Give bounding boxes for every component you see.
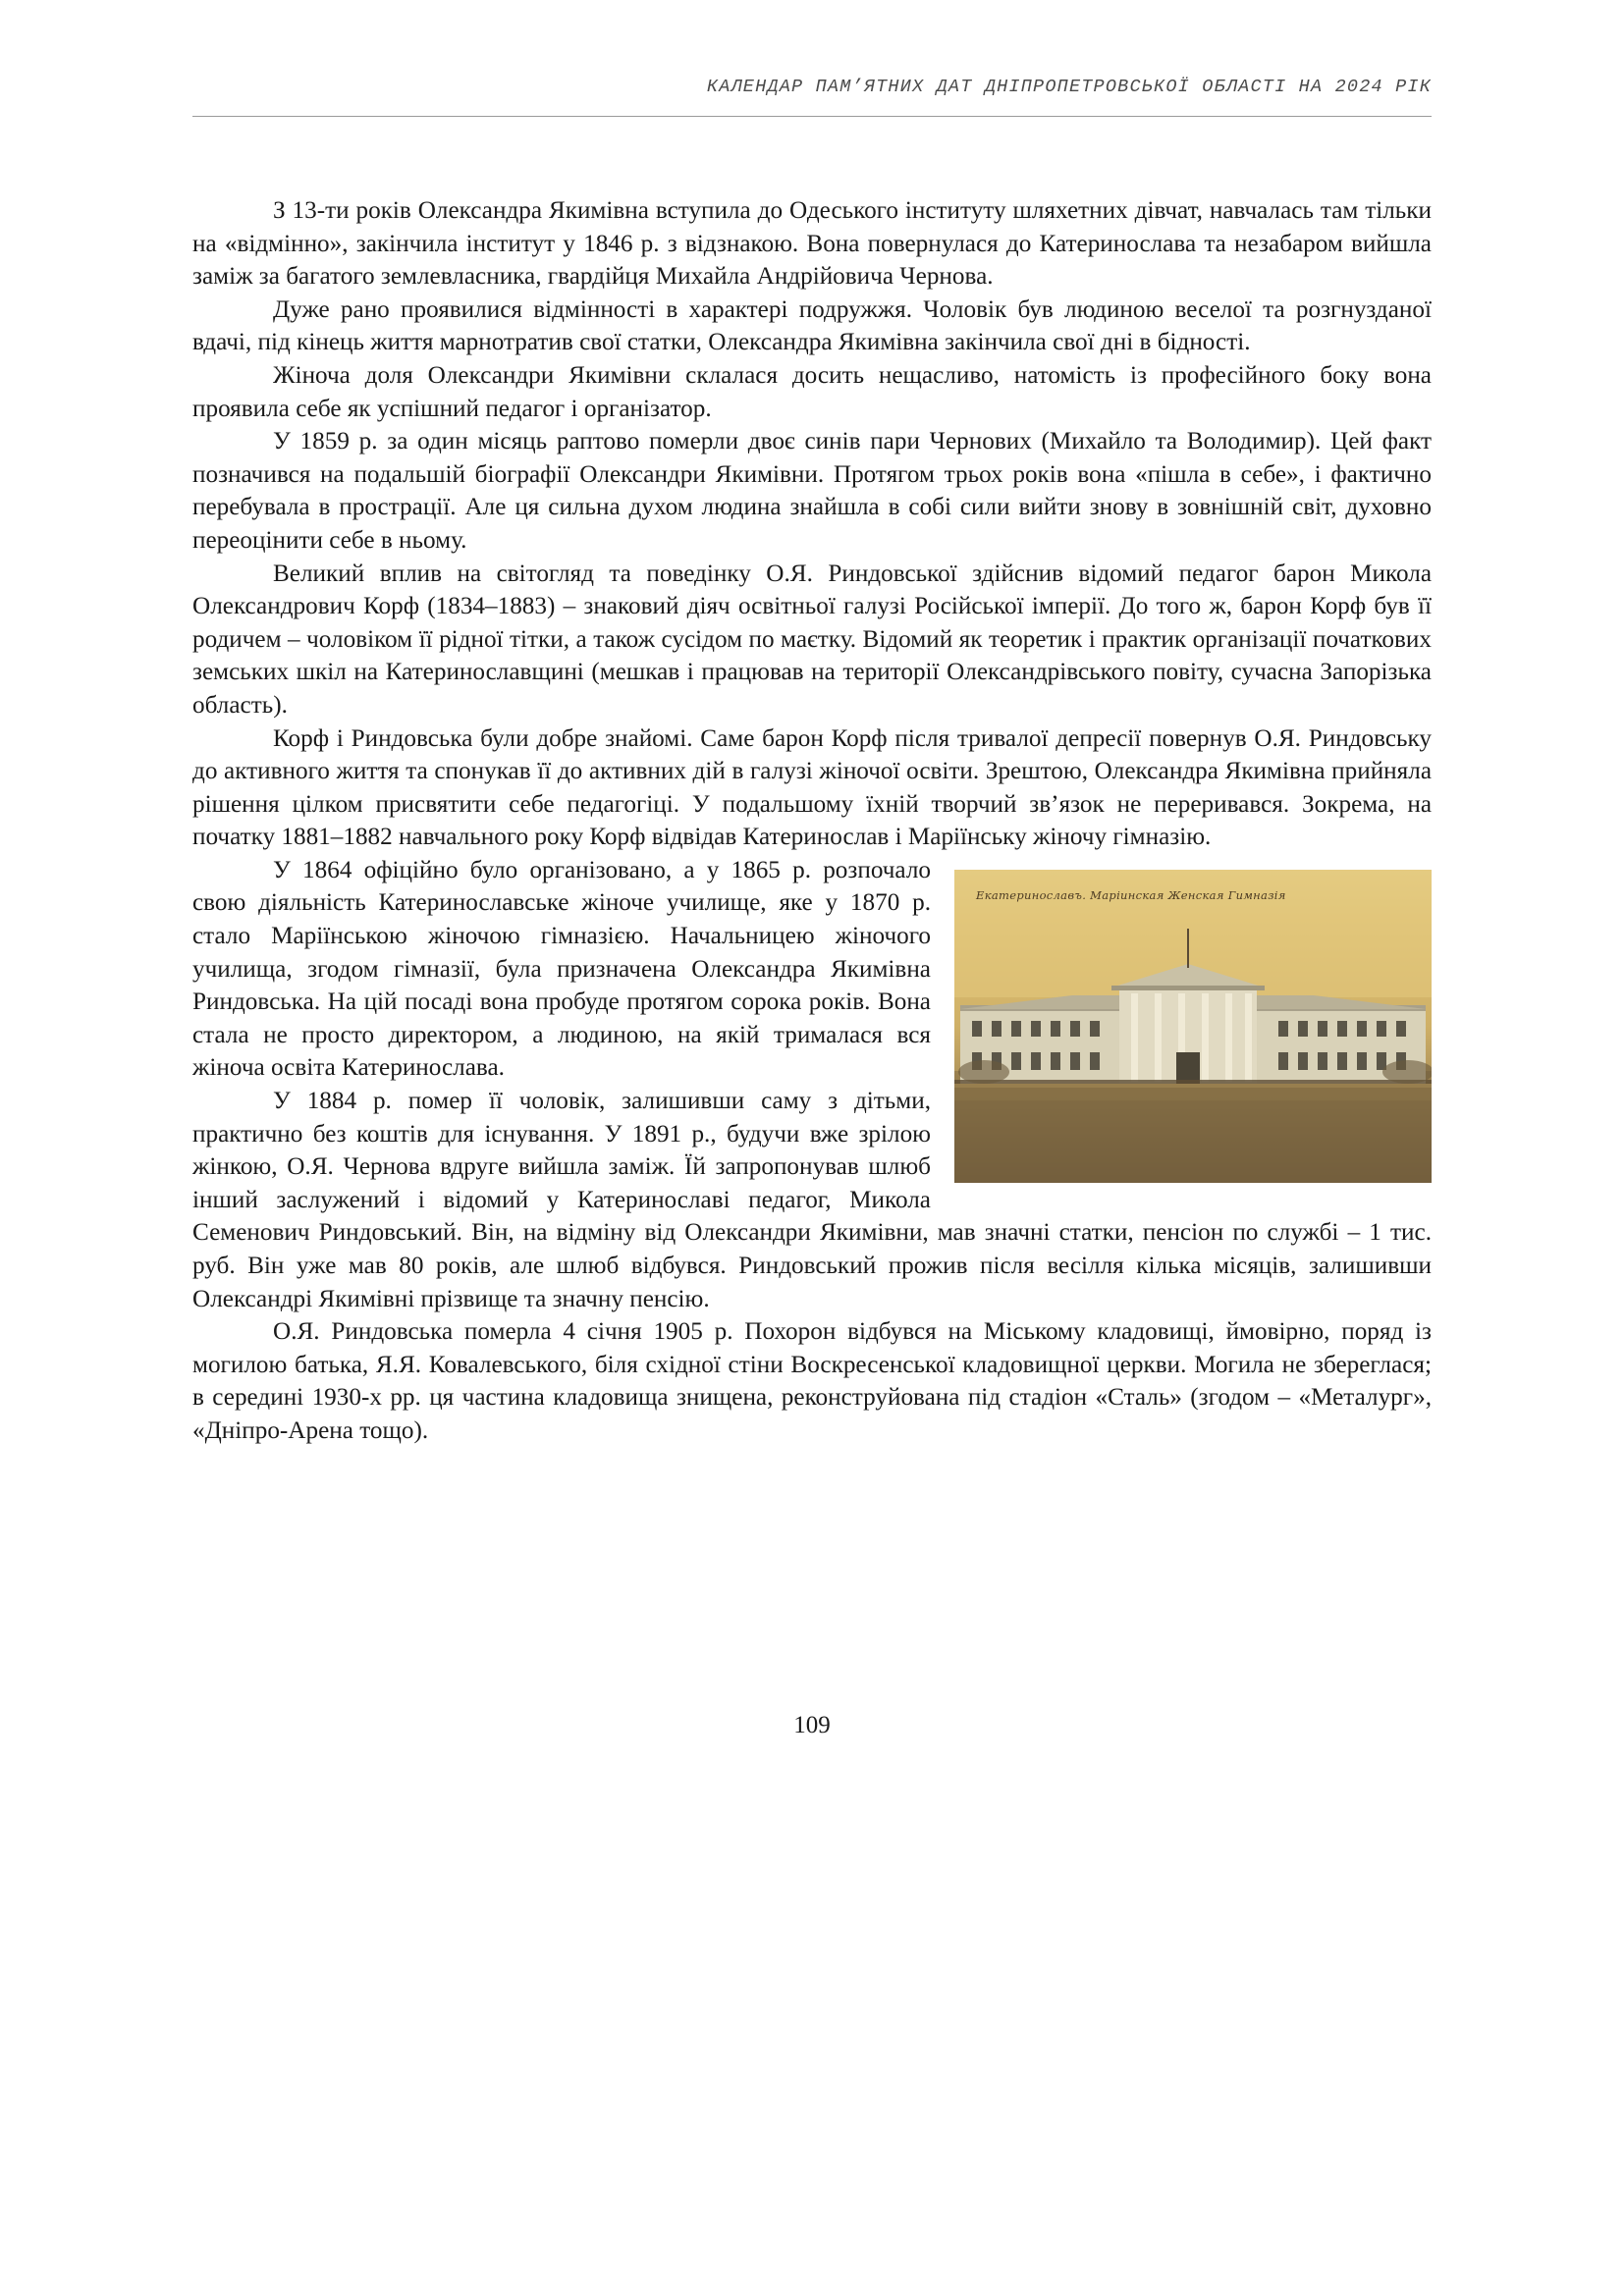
header-divider (192, 116, 1432, 117)
paragraph-2: Дуже рано проявилися відмінності в характері подружжя. Чоловік був людиною веселої та розгнузданої вдачі, під кінець життя марнотратив свої статки, Олександра Якимівна закінчила свої дні в бідності. (192, 295, 1432, 356)
paragraph-4: У 1859 р. за один місяць раптово померли двоє синів пари Чернових (Михайло та Володимир). Цей факт позначився на подальшій біографії Олександри Якимівни. Протягом трьох років вона «пішла в себе», і фактично перебувала в прострації. Але ця сильна духом людина знайшла в собі сили вийти знову в зовнішній світ, духовно переоцінити себе в ньому. (192, 428, 1432, 554)
gymnasium-photo (954, 870, 1432, 1183)
paragraph-9: О.Я. Риндовська померла 4 січня 1905 р. Похорон відбувся на Міському кладовищі, ймовірно, поряд із могилою батька, Я.Я. Ковалевського, біля східної стіни Воскресенської кладовищної церкви. Могила не збереглася; в середині 1930-х рр. ця частина кладовища знищена, реконструйована під стадіон «Сталь» (згодом – «Металург», «Дніпро-Арена тощо). (192, 1318, 1432, 1444)
paragraph-7: У 1864 офіційно було організовано, а у 1865 р. розпочало свою діяльність Катеринославське жіноче училище, яке у 1870 р. стало Маріїнською жіночою гімназією. Начальницею жіночого училища, згодом гімназії, була призначена Олександра Якимівна Риндовська. На цій посаді вона пробуде протягом сорока років. Вона стала не просто директором, а людиною, на якій трималася вся жіноча освіта Катеринослава. (192, 856, 931, 1082)
paragraph-5: Великий вплив на світогляд та поведінку О.Я. Риндовської здійснив відомий педагог барон Микола Олександрович Корф (1834–1883) – знаковий діяч освітньої галузі Російської імперії. До того ж, барон Корф був її родичем – чоловіком її рідної тітки, а також сусідом по маєтку. Відомий як теоретик і практик організації початкових земських шкіл на Катеринославщині (мешкав і працював на території Олександрівського повіту, сучасна Запорізька область). (192, 560, 1432, 719)
gymnasium-building-image (954, 870, 1432, 1183)
photo-caption: Екатеринославъ. Маріинская Женская Гимназія (976, 887, 1286, 902)
paragraph-6: Корф і Риндовська були добре знайомі. Саме барон Корф після тривалої депресії повернув О.Я. Риндовську до активного життя та спонукав її до активних дій в галузі жіночої освіти. Зрештою, Олександра Якимівна прийняла рішення цілком присвятити себе педагогіці. У подальшому їхній творчий зв’язок не переривався. Зокрема, на початку 1881–1882 навчального року Корф відвідав Катеринослав і Маріїнську жіночу гімназію. (192, 724, 1432, 851)
page-number: 109 (793, 1712, 831, 1738)
paragraph-8: У 1884 р. помер її чоловік, залишивши саму з дітьми, практично без коштів для існування. У 1891 р., будучи вже зрілою жінкою, О.Я. Чернова вдруге вийшла заміж. Їй запропонував шлюб інший заслужений і відомий у Катеринославі педагог, Микола Семенович Риндовський. Він, на відміну від Олександри Якимівни, мав значні статки, пенсіон по службі – 1 тис. руб. Він уже мав 80 років, але шлюб відбувся. Риндовський прожив після весілля кілька місяців, залишивши Олександрі Якимівні прізвище та значну пенсію. (192, 1088, 1432, 1312)
article-body (192, 194, 1432, 1448)
paragraph-1: З 13-ти років Олександра Якимівна вступила до Одеського інституту шляхетних дівчат, навчалась там тільки на «відмінно», закінчила інститут у 1846 р. з відзнакою. Вона повернулася до Катеринослава та незабаром вийшла заміж за багатого землевласника, гвардійця Михайла Андрійовича Чернова. (192, 197, 1432, 291)
paragraph-3: Жіноча доля Олександри Якимівни склалася досить нещасливо, натомість із професійного боку вона проявила себе як успішний педагог і організатор. (192, 361, 1432, 422)
running-header: КАЛЕНДАР ПАМ’ЯТНИХ ДАТ ДНІПРОПЕТРОВСЬКОЇ ОБЛАСТІ НА 2024 РІК (706, 77, 1432, 97)
